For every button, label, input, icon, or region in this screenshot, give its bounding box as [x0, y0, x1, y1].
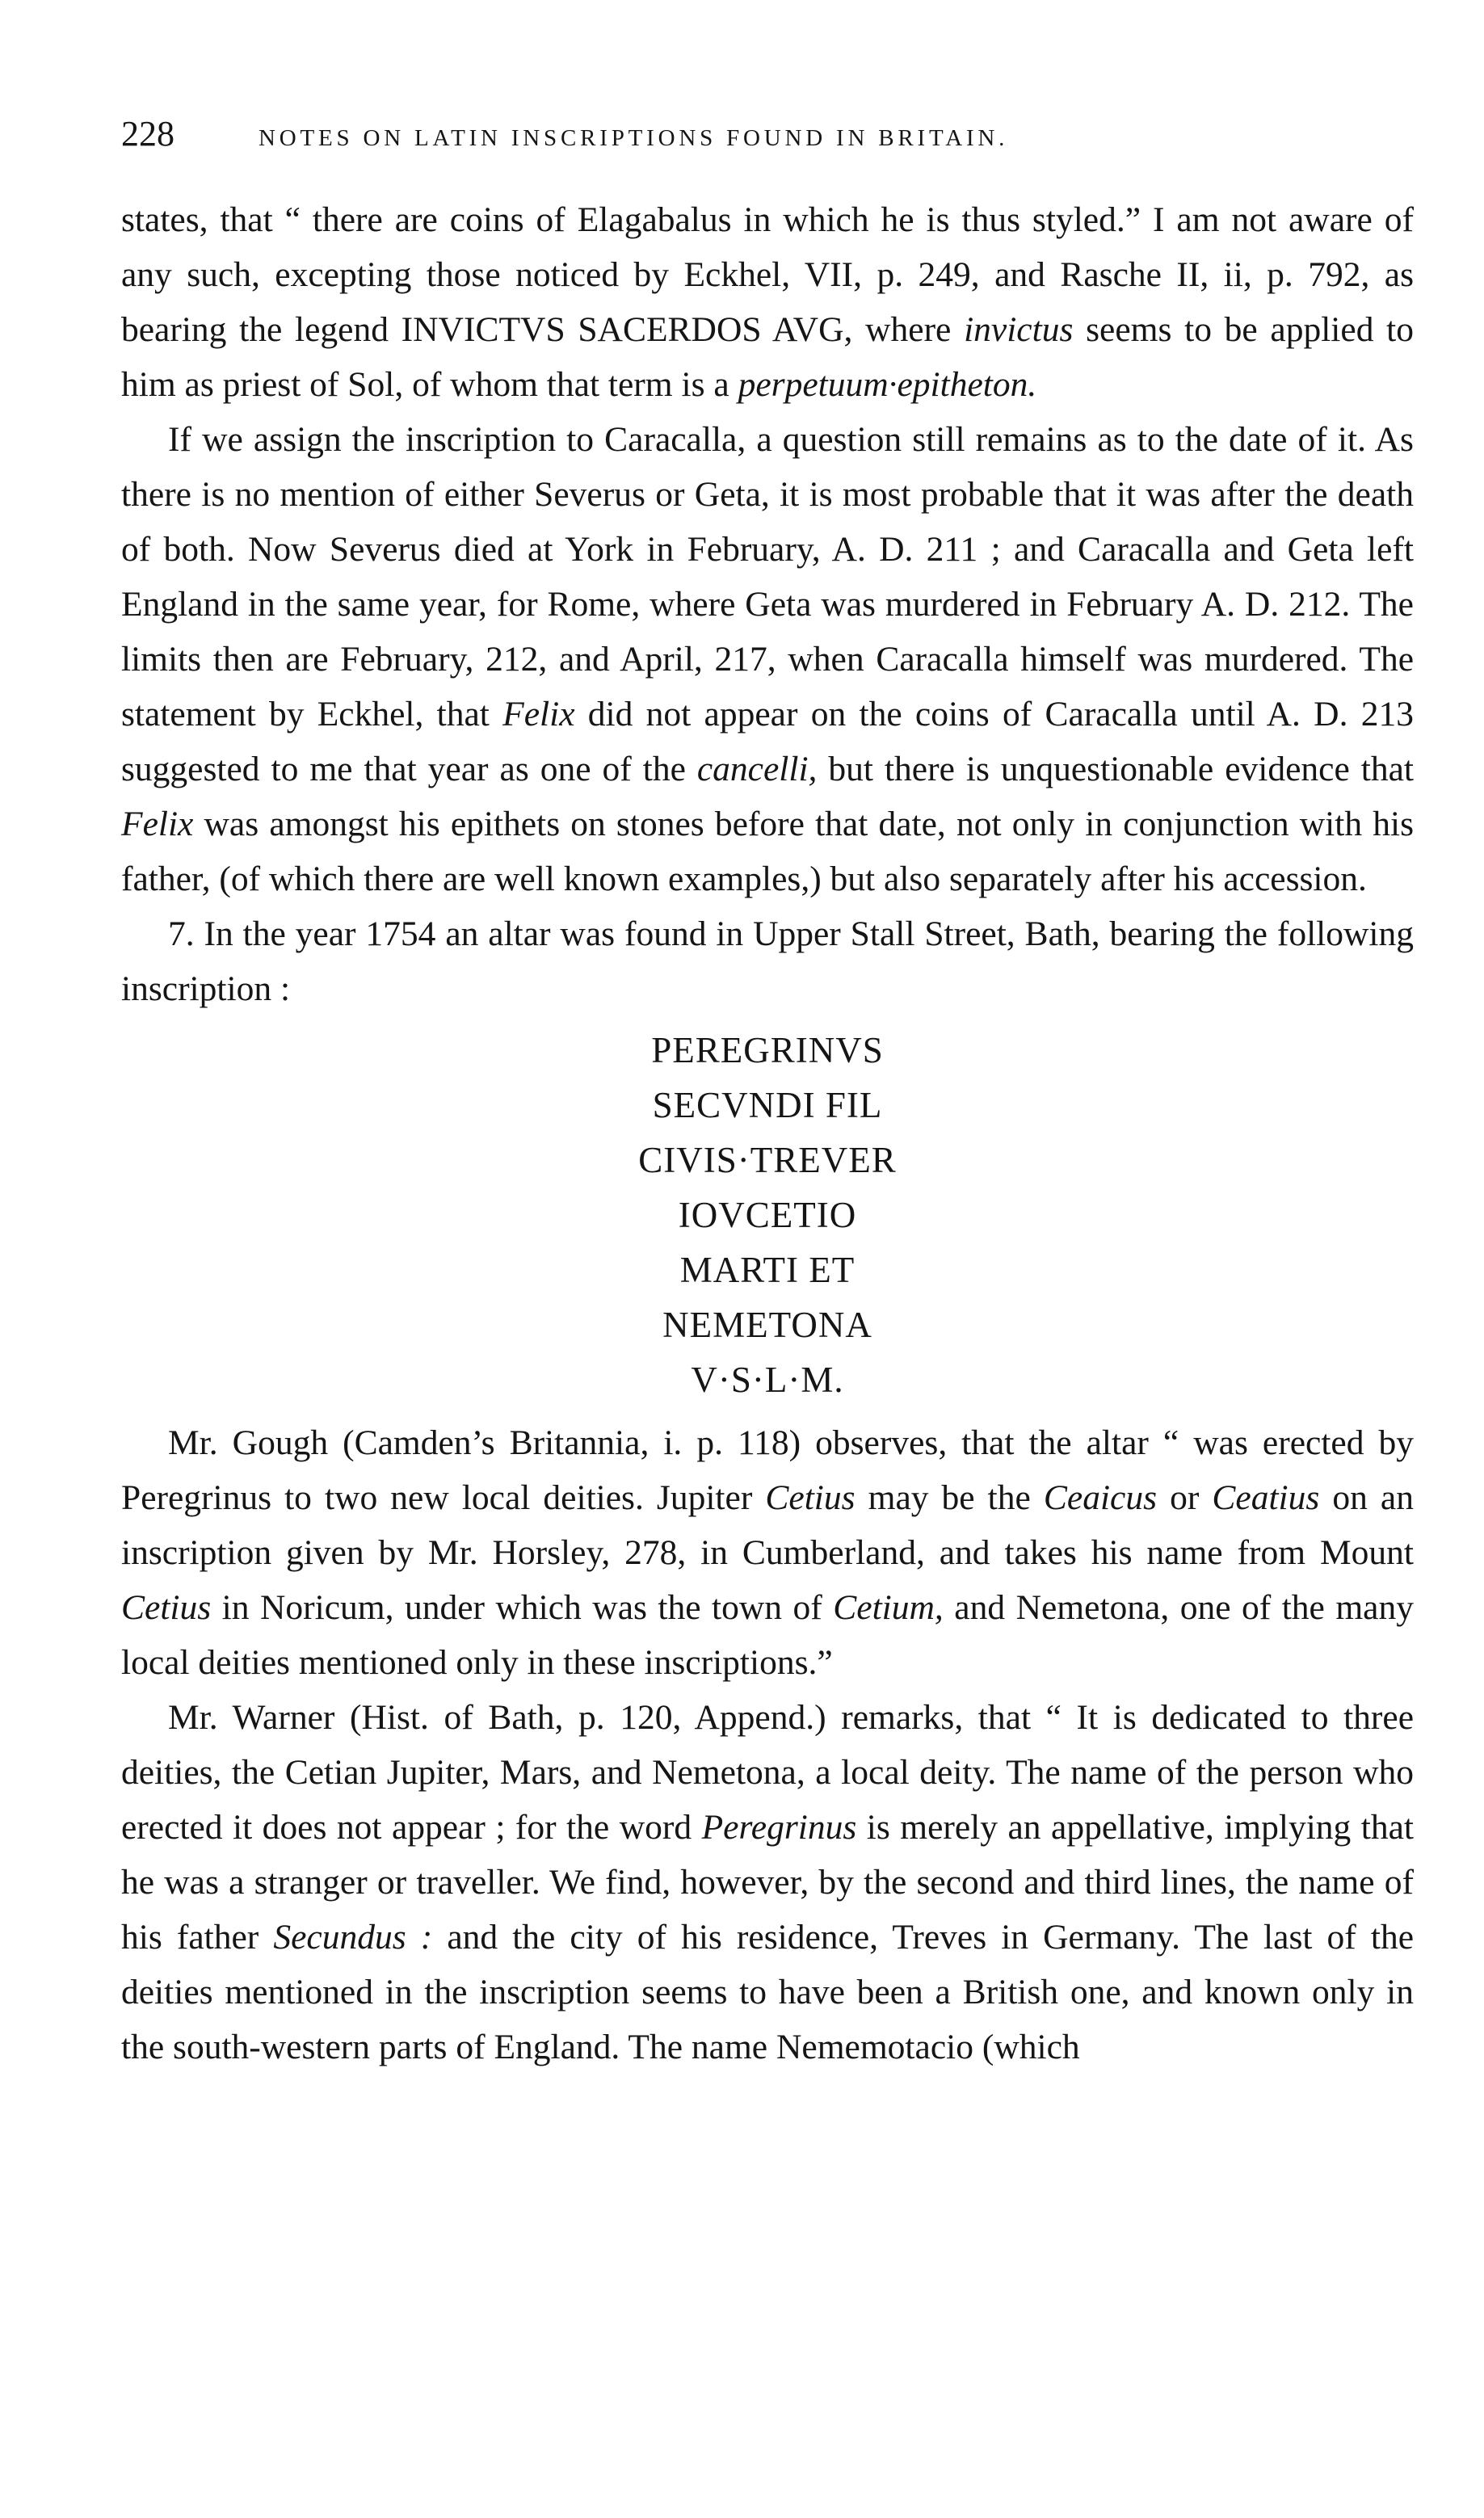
italic-term: invictus: [964, 310, 1074, 349]
italic-term: cancelli,: [696, 750, 818, 788]
inscription-line: SECVNDI FIL: [652, 1085, 883, 1125]
paragraph-4: [121, 1415, 1414, 1690]
inscription-line: IOVCETIO: [678, 1195, 857, 1235]
text-run: and the city of his residence, Treves in Germany. The last of the deities mentioned in the inscription seems to have been a British one, and known only in the south-western parts of England. The name Nememotacio (which: [121, 1918, 1415, 2066]
inscription-line: NEMETONA: [662, 1305, 872, 1345]
inscription-line: CIVIS·TREVER: [638, 1140, 897, 1180]
text-run: Mr. Warner (Hist. of Bath, p. 120, Append.) remarks, that “ It is dedicated to three deities, the Cetian Jupiter, Mars, and Nemetona, a local deity. The name of the person who erected it does not appear ; for the word: [121, 1698, 1414, 1847]
text-run: 7. In the year 1754 an altar was found in Upper Stall Street, Bath, bearing the following inscription :: [121, 914, 1414, 1008]
inscription-line: V·S·L·M.: [691, 1360, 844, 1400]
text-run: on an inscription given by Mr. Horsley, 278, in Cumberland, and takes his name from Mount: [121, 1478, 1414, 1572]
paragraph-5: [121, 1690, 1414, 2075]
running-title: NOTES ON LATIN INSCRIPTIONS FOUND IN BRITAIN.: [259, 125, 1009, 151]
text-run: and Nemetona, one of the many local deities mentioned only in these inscriptions.”: [121, 1588, 1414, 1682]
italic-term: Felix: [121, 805, 194, 843]
inscription-line: MARTI ET: [679, 1250, 856, 1290]
text-run: seems to be applied to him as priest of Sol, of whom that term is a: [121, 310, 1414, 404]
italic-term: Cetius: [765, 1478, 856, 1517]
paragraph-2: [121, 412, 1414, 906]
italic-term: Secundus :: [273, 1918, 433, 1957]
text-run: did not appear on the coins of Caracalla until A. D. 213 suggested to me that year as one of the: [121, 695, 1414, 788]
running-head: [121, 113, 1414, 170]
text-run: was amongst his epithets on stones before that date, not only in conjunction with his father, (of which there are well known examples,) but also separately after his accession.: [121, 805, 1414, 898]
text-run: states, that “ there are coins of Elagabalus in which he is thus styled.” I am not aware of any such, excepting those noticed by Eckhel, VII, p. 249, and Rasche II, ii, p. 792, as bearing the legend INVICTVS SACERDOS AVG, where: [121, 200, 1414, 349]
text-run: may be the: [855, 1478, 1044, 1517]
italic-term: Felix: [502, 695, 575, 734]
paragraph-3: [121, 906, 1414, 1016]
text-run: or: [1157, 1478, 1213, 1517]
text-run: is merely an appellative, implying that he was a stranger or traveller. We find, however, by the second and third lines, the name of his father: [121, 1808, 1414, 1957]
italic-term: Ceatius: [1212, 1478, 1320, 1517]
italic-term: perpetuum·epitheton.: [738, 365, 1037, 404]
italic-term: Cetius: [121, 1588, 212, 1627]
text-run: Mr. Gough (Camden’s Britannia, i. p. 118) observes, that the altar “ was erected by Peregrinus to two new local deities. Jupiter: [121, 1423, 1414, 1517]
text-run: but there is unquestionable evidence that: [817, 750, 1414, 788]
text-run: in Noricum, under which was the town of: [211, 1588, 834, 1627]
page-number: 228: [121, 114, 174, 153]
italic-term: Ceaicus: [1043, 1478, 1158, 1517]
inscription-block: [121, 1023, 1414, 1407]
paragraph-1: [121, 192, 1414, 412]
italic-term: Peregrinus: [701, 1808, 857, 1847]
body-text: [121, 192, 1414, 2075]
text-run: If we assign the inscription to Caracalla, a question still remains as to the date of it. As there is no mention of either Severus or Geta, it is most probable that it was after the death of both. Now Severus died at York in February, A. D. 211 ; and Caracalla and Geta left England in the same year, for Rome, where Geta was murdered in February A. D. 212. The limits then are February, 212, and April, 217, when Caracalla himself was murdered. The statement by Eckhel, that: [121, 420, 1414, 734]
italic-term: Cetium,: [833, 1588, 944, 1627]
page: [121, 113, 1414, 2075]
inscription-line: PEREGRINVS: [651, 1030, 884, 1070]
